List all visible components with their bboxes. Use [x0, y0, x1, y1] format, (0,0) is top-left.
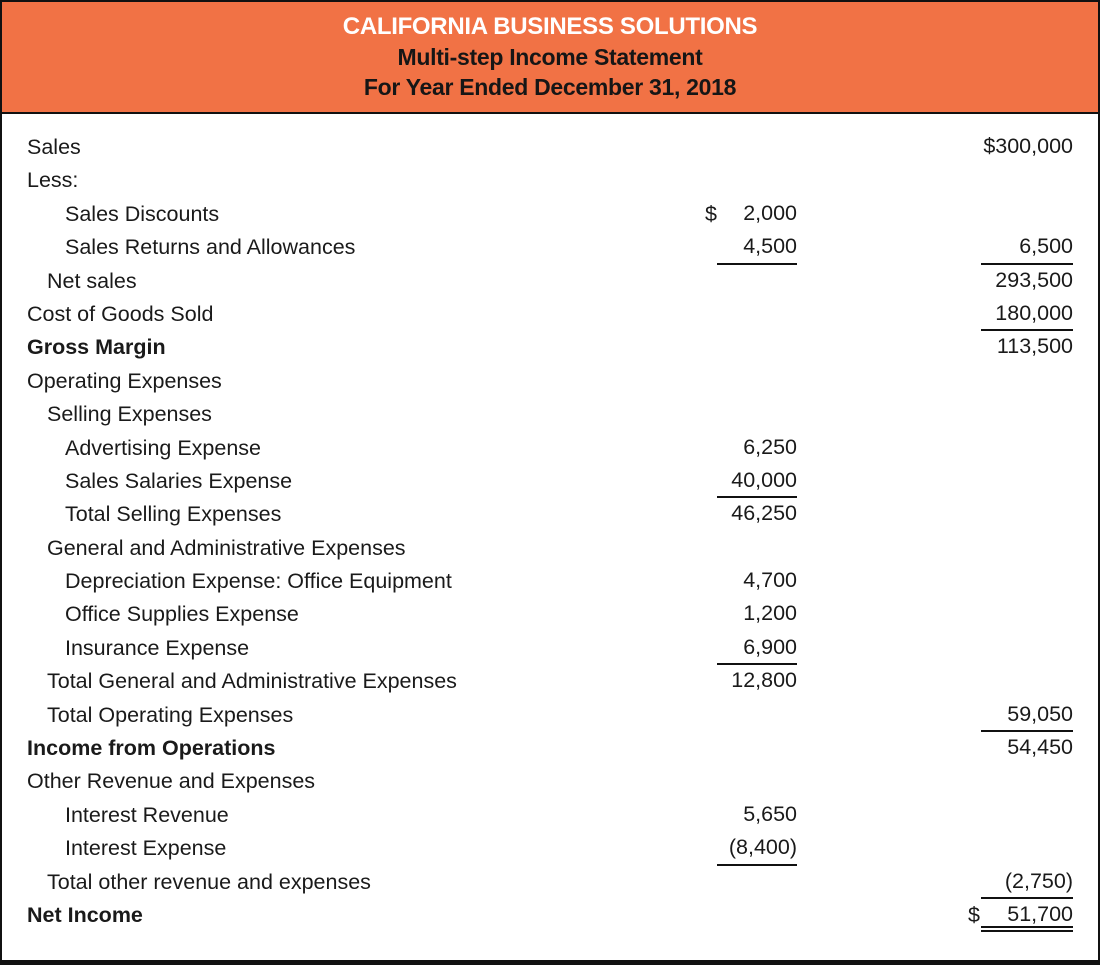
statement-row — [2, 298, 1098, 331]
column-spacer — [797, 365, 968, 398]
statement-row — [2, 365, 1098, 398]
row-label: Interest Revenue — [65, 802, 229, 827]
column-spacer — [797, 198, 968, 231]
total-amount-cell — [968, 231, 1073, 264]
column-spacer — [797, 231, 968, 264]
total-amount-cell — [968, 131, 1073, 164]
statement-period: For Year Ended December 31, 2018 — [363, 74, 737, 100]
total-amount-cell — [968, 866, 1073, 899]
column-spacer — [797, 298, 968, 331]
column-spacer — [797, 265, 968, 298]
total-amount-cell — [968, 164, 1073, 197]
statement-row — [2, 799, 1098, 832]
total-amount-cell — [968, 598, 1073, 631]
column-spacer — [797, 665, 968, 698]
total-amount-cell — [968, 465, 1073, 498]
row-label: Total Selling Expenses — [65, 502, 282, 527]
detail-amount-cell — [705, 699, 797, 732]
row-label: Operating Expenses — [27, 368, 222, 393]
total-amount-cell — [968, 398, 1073, 431]
detail-amount-cell — [705, 632, 797, 665]
detail-amount-cell — [705, 799, 797, 832]
row-label: Advertising Expense — [65, 435, 261, 460]
row-label: Net Income — [27, 902, 143, 927]
total-amount-cell — [968, 532, 1073, 565]
row-label: Less: — [27, 168, 79, 193]
statement-row — [2, 465, 1098, 498]
detail-amount-cell — [705, 565, 797, 598]
statement-row — [2, 765, 1098, 798]
detail-amount-value: 40,000 — [717, 465, 797, 498]
statement-row — [2, 732, 1098, 765]
statement-row — [2, 699, 1098, 732]
row-label: Interest Expense — [65, 836, 227, 861]
total-amount-cell — [968, 665, 1073, 698]
detail-amount-cell — [705, 765, 797, 798]
statement-row — [2, 565, 1098, 598]
detail-amount-cell — [705, 899, 797, 932]
row-label: Gross Margin — [27, 335, 166, 360]
statement-header — [2, 2, 1098, 114]
statement-row — [2, 331, 1098, 364]
detail-amount-cell — [705, 532, 797, 565]
detail-amount-value: 46,250 — [731, 501, 797, 526]
detail-amount-cell — [705, 265, 797, 298]
column-spacer — [797, 465, 968, 498]
column-spacer — [797, 832, 968, 865]
detail-amount-cell — [705, 164, 797, 197]
column-spacer — [797, 398, 968, 431]
total-amount-cell — [968, 432, 1073, 465]
total-amount-value: 293,500 — [995, 267, 1073, 292]
total-amount-value: 6,500 — [981, 231, 1073, 264]
row-label: Sales Salaries Expense — [65, 468, 293, 493]
statement-row — [2, 532, 1098, 565]
total-amount-cell — [968, 699, 1073, 732]
total-amount-value: 51,700 — [981, 899, 1073, 932]
row-label: Total Operating Expenses — [47, 702, 294, 727]
total-amount-value: (2,750) — [981, 866, 1073, 899]
statement-row — [2, 598, 1098, 631]
detail-amount-value: 6,900 — [717, 632, 797, 665]
row-label: Sales Returns and Allowances — [65, 235, 356, 260]
total-amount-cell — [968, 331, 1073, 364]
total-amount-cell — [968, 498, 1073, 531]
company-name: CALIFORNIA BUSINESS SOLUTIONS — [342, 13, 758, 40]
row-label: Selling Expenses — [47, 402, 212, 427]
statement-row — [2, 498, 1098, 531]
total-amount-cell — [968, 298, 1073, 331]
column-spacer — [797, 532, 968, 565]
statement-row — [2, 632, 1098, 665]
row-label: Sales — [27, 135, 81, 159]
column-spacer — [797, 598, 968, 631]
detail-amount-cell — [705, 665, 797, 698]
detail-amount-cell — [705, 498, 797, 531]
total-amount-cell — [968, 765, 1073, 798]
column-spacer — [797, 866, 968, 899]
column-spacer — [797, 765, 968, 798]
column-spacer — [797, 899, 968, 932]
statement-row — [2, 265, 1098, 298]
detail-amount-value: 1,200 — [743, 601, 797, 626]
total-amount-cell — [968, 632, 1073, 665]
detail-amount-cell — [705, 331, 797, 364]
statement-row — [2, 231, 1098, 264]
statement-row — [2, 665, 1098, 698]
statement-row — [2, 832, 1098, 865]
total-amount-value: 180,000 — [981, 298, 1073, 331]
total-amount-cell — [968, 198, 1073, 231]
detail-amount-value: 6,250 — [743, 434, 797, 459]
column-spacer — [797, 498, 968, 531]
total-amount-value: 59,050 — [981, 699, 1073, 732]
detail-amount-cell — [705, 398, 797, 431]
statement-title: Multi-step Income Statement — [397, 44, 703, 70]
row-label: General and Administrative Expenses — [47, 535, 406, 560]
total-amount-cell — [968, 365, 1073, 398]
detail-amount-value: 2,000 — [743, 200, 797, 225]
statement-row — [2, 164, 1098, 197]
row-label: Other Revenue and Expenses — [27, 769, 316, 794]
detail-amount-cell — [705, 465, 797, 498]
detail-amount-value: 5,650 — [743, 801, 797, 826]
total-amount-value: 113,500 — [996, 334, 1073, 359]
currency-symbol: $ — [968, 902, 980, 927]
currency-symbol: $ — [705, 201, 717, 226]
total-amount-value: 54,450 — [1007, 735, 1073, 760]
column-spacer — [797, 164, 968, 197]
statement-row — [2, 198, 1098, 231]
total-amount-cell — [968, 832, 1073, 865]
detail-amount-cell — [705, 298, 797, 331]
total-amount-cell — [968, 732, 1073, 765]
total-amount-cell — [968, 899, 1073, 932]
column-spacer — [797, 565, 968, 598]
detail-amount-cell — [705, 131, 797, 164]
column-spacer — [797, 732, 968, 765]
row-label: Total General and Administrative Expenses — [47, 669, 457, 694]
total-amount-value: $300,000 — [983, 134, 1073, 158]
total-amount-cell — [968, 265, 1073, 298]
row-label: Office Supplies Expense — [65, 602, 299, 627]
detail-amount-cell — [705, 231, 797, 264]
row-label: Sales Discounts — [65, 201, 220, 226]
row-label: Insurance Expense — [65, 635, 250, 660]
detail-amount-cell — [705, 732, 797, 765]
column-spacer — [797, 632, 968, 665]
column-spacer — [797, 699, 968, 732]
column-spacer — [797, 131, 968, 164]
column-spacer — [797, 799, 968, 832]
row-label: Cost of Goods Sold — [27, 301, 214, 326]
row-label: Net sales — [47, 268, 137, 293]
statement-row — [2, 866, 1098, 899]
total-amount-cell — [968, 799, 1073, 832]
detail-amount-value: 4,700 — [743, 568, 797, 593]
total-amount-cell — [968, 565, 1073, 598]
statement-row — [2, 899, 1098, 932]
detail-amount-cell — [705, 832, 797, 865]
detail-amount-cell — [705, 866, 797, 899]
detail-amount-cell — [705, 598, 797, 631]
detail-amount-value: (8,400) — [717, 832, 797, 865]
detail-amount-value: 4,500 — [717, 231, 797, 264]
column-spacer — [797, 331, 968, 364]
row-label: Total other revenue and expenses — [47, 869, 371, 894]
row-label: Depreciation Expense: Office Equipment — [65, 569, 452, 594]
detail-amount-cell — [705, 365, 797, 398]
detail-amount-value: 12,800 — [731, 668, 797, 693]
statement-row — [2, 398, 1098, 431]
column-spacer — [797, 432, 968, 465]
statement-body — [2, 114, 1098, 932]
row-label: Income from Operations — [27, 736, 276, 761]
statement-row — [2, 432, 1098, 465]
detail-amount-cell — [705, 432, 797, 465]
statement-row — [2, 131, 1098, 164]
detail-amount-cell — [705, 198, 797, 231]
